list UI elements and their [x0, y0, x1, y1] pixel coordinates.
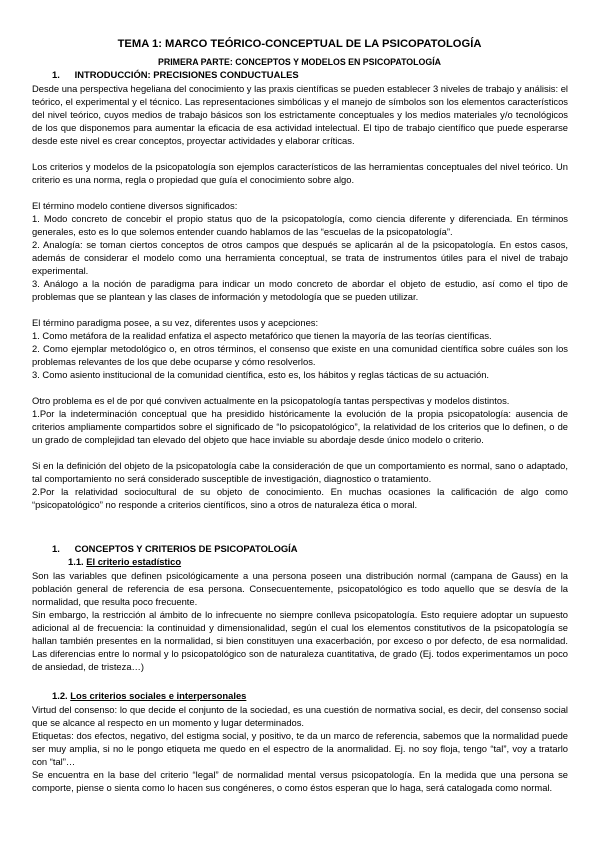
paragraph: Si en la definición del objeto de la psicopatología cabe la consideración de que un comportamiento es normal, sano o adaptado, tal comportamiento no será considerado susceptible de investigación, diagnostico o tratamiento. — [32, 460, 568, 484]
subsection-title: El criterio estadístico — [86, 556, 182, 567]
subsection-heading-estadistico — [68, 556, 181, 568]
paragraph: El término modelo contiene diversos significados: — [32, 200, 238, 211]
paragraph: Otro problema es el de por qué conviven actualmente en la psicopatología tantas perspectivas y modelos distintos. — [32, 395, 510, 406]
section-heading-introduccion — [52, 69, 299, 81]
paragraph: Son las variables que definen psicológicamente a una persona poseen una distribución normal (campana de Gauss) en la población general de referencia de esa persona. Consecuentemente, psicopatológico es todo aquello que se desvía de la normalidad, que resulta poco frecuente. — [32, 570, 568, 607]
paragraph: 2. Analogía: se toman ciertos conceptos de otros campos que después se aplicarán al de la psicopatología. En estos casos, además de considerar el modelo como una herramienta conceptual, se trata de instrumentos útiles para el nivel de trabajo experimental. — [32, 239, 568, 276]
paragraph: 3. Análogo a la noción de paradigma para indicar un modo concreto de abordar el objeto de estudio, así como el tipo de problemas que se plantean y las clases de información y metodología que se pueden utilizar. — [32, 278, 568, 302]
section-number: 1. — [52, 69, 60, 80]
subsection-heading-sociales — [52, 690, 246, 702]
paragraph: 1. Como metáfora de la realidad enfatiza el aspecto metafórico que tienen la mayoría de las teorías científicas. — [32, 330, 492, 341]
document-title: TEMA 1: MARCO TEÓRICO-CONCEPTUAL DE LA PSICOPATOLOGÍA — [117, 38, 482, 50]
paragraph: Desde una perspectiva hegeliana del conocimiento y las praxis científicas se pueden establecer 3 niveles de trabajo y análisis: el teórico, el experimental y el técnico. Las representaciones simbólicas y el manejo de símbolos son los elementos característicos del nivel teórico, cuyos medios de trabajo básicos son los estrictamente conceptuales y los medios materiales y/o tecnológicos de los que disponemos para aumentar la eficacia de esa actividad intelectual. El tipo de trabajo científico que puede esperarse desde este nivel es crear conceptos, proyectar actividades y elaborar críticas. — [32, 83, 568, 146]
paragraph: 3. Como asiento institucional de la comunidad científica, esto es, los hábitos y reglas tácticas de su actuación. — [32, 369, 490, 380]
paragraph: 1. Modo concreto de concebir el propio status quo de la psicopatología, como ciencia diferente y diferenciada. En términos generales, esto es lo que solemos entender cuando hablamos de las “escuelas de la psicopatología”. — [32, 213, 568, 237]
subsection-number: 1.2. — [52, 690, 68, 701]
paragraph: Etiquetas: dos efectos, negativo, del estigma social, y positivo, te da un marco de referencia, sabemos que la normalidad puede ser muy amplia, si no le pongo etiqueta me quedo en el espectro de la anormalidad. Ej. no soy floja, tengo “tal”, voy a tratarlo con “tal”… — [32, 730, 568, 767]
section-title: INTRODUCCIÓN: PRECISIONES CONDUCTUALES — [74, 69, 299, 80]
paragraph: Los criterios y modelos de la psicopatología son ejemplos característicos de las herramientas conceptuales del nivel teórico. Un criterio es una norma, regla o propiedad que guía el conocimiento sobre algo. — [32, 161, 568, 185]
section-heading-conceptos — [52, 543, 298, 555]
subsection-number: 1.1. — [68, 556, 84, 567]
paragraph: El término paradigma posee, a su vez, diferentes usos y acepciones: — [32, 317, 319, 328]
paragraph: Virtud del consenso: lo que decide el conjunto de la sociedad, es una cuestión de normativa social, es decir, del consenso social que se alcance al respecto en un momento y lugar determinados. — [32, 704, 568, 728]
part-heading: PRIMERA PARTE: CONCEPTOS Y MODELOS EN PSICOPATOLOGÍA — [158, 57, 441, 67]
section-title: CONCEPTOS Y CRITERIOS DE PSICOPATOLOGÍA — [74, 543, 298, 554]
paragraph: 2. Como ejemplar metodológico o, en otros términos, el consenso que existe en una comunidad científica sobre cuáles son los problemas relevantes de los que debe ocuparse y cómo resolverlos. — [32, 343, 568, 367]
section-number: 1. — [52, 543, 60, 554]
paragraph: 2.Por la relatividad sociocultural de su objeto de conocimiento. En muchas ocasiones la calificación de algo como “psicopatológico” no responde a criterios científicos, sino a otros de naturaleza ética o moral. — [32, 486, 568, 510]
paragraph: Sin embargo, la restricción al ámbito de lo infrecuente no siempre conlleva psicopatología. Esto requiere adoptar un supuesto adicional al de frecuencia: la continuidad y dimensionalidad, según el cual los elementos constitutivos de la psicopatología se hallan también presentes en la normalidad, si bien constituyen una exacerbación, por exceso o por defecto, de esa normalidad. Las diferencias entre lo normal y lo psicopatológico son de naturaleza cuantitativa, de grado (Ej. todos experimentamos un poco de ansiedad, de tristeza…) — [32, 609, 568, 672]
subsection-title: Los criterios sociales e interpersonales — [70, 690, 247, 701]
paragraph: 1.Por la indeterminación conceptual que ha presidido históricamente la evolución de la propia psicopatología: ausencia de criterios ampliamente compartidos sobre el significado de “lo psicopatológico”, la relatividad de los criterios que lo definen, o de un grado de complejidad tan elevado del objeto que hace inviable su abordaje desde único modelo o criterio. — [32, 408, 568, 445]
paragraph: Se encuentra en la base del criterio “legal” de normalidad mental versus psicopatología. En la medida que una persona se comporte, piense o sienta como lo hacen sus congéneres, o como éstos esperan que lo haga, será catalogada como normal. — [32, 769, 568, 793]
